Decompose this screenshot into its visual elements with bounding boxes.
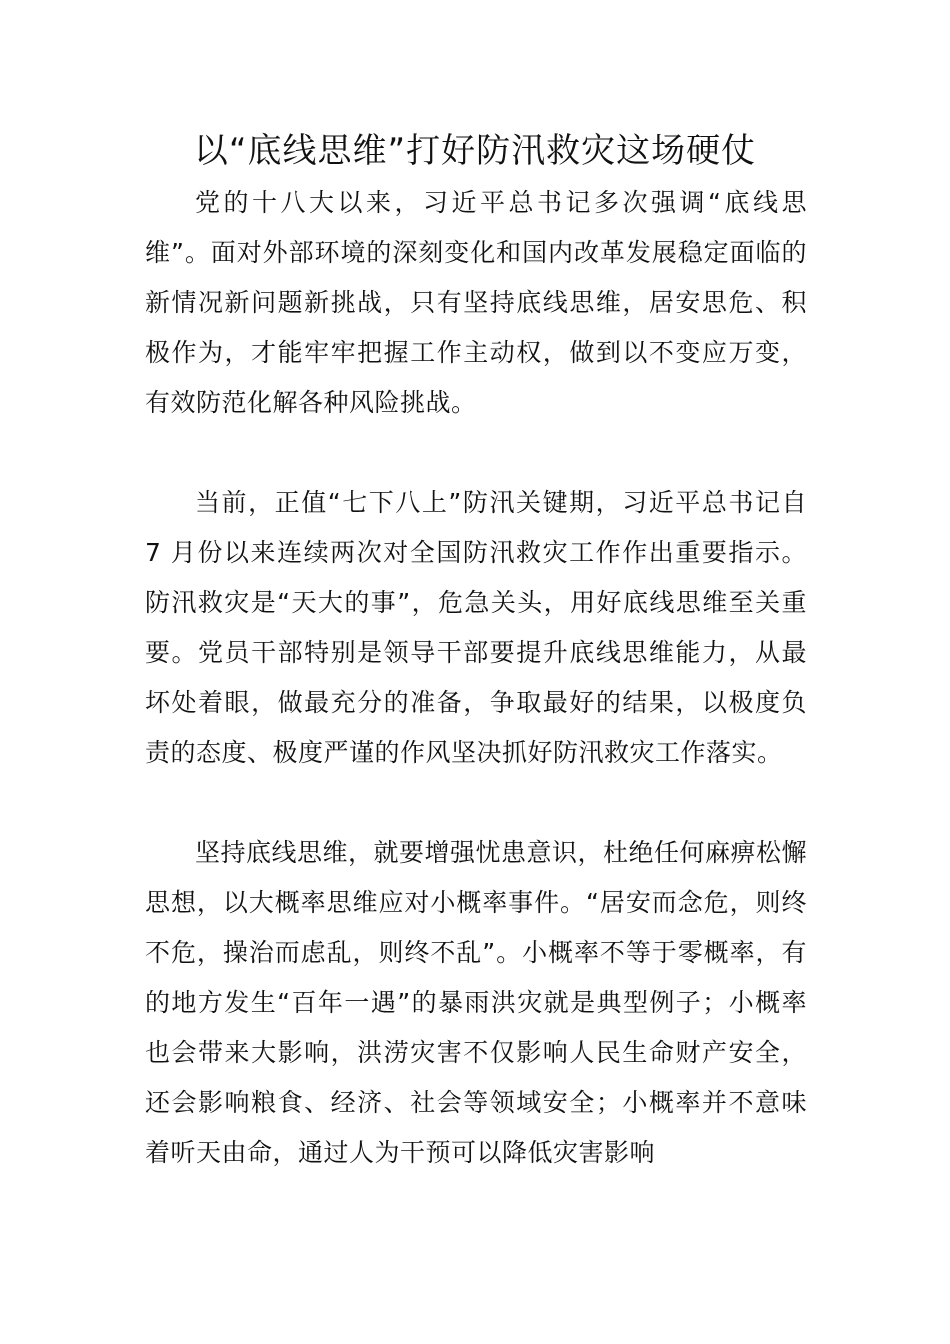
document-body: [145, 178, 807, 1178]
paragraph-1: 党的十八大以来，习近平总书记多次强调“底线思维”。面对外部环境的深刻变化和国内改革发展稳定面临的新情况新问题新挑战，只有坚持底线思维，居安思危、积极作为，才能牢牢把握工作主动权，做到以不变应万变，有效防范化解各种风险挑战。: [145, 188, 807, 417]
paragraph-3: 坚持底线思维，就要增强忧患意识，杜绝任何麻痹松懈思想，以大概率思维应对小概率事件。“居安而念危，则终不危，操治而虑乱，则终不乱”。小概率不等于零概率，有的地方发生“百年一遇”的暴雨洪灾就是典型例子；小概率也会带来大影响，洪涝灾害不仅影响人民生命财产安全，还会影响粮食、经济、社会等领域安全；小概率并不意味着听天由命，通过人为干预可以降低灾害影响: [145, 838, 808, 1167]
paragraph-2: 当前，正值“七下八上”防汛关键期，习近平总书记自 7 月份以来连续两次对全国防汛救灾工作作出重要指示。防汛救灾是“天大的事”，危急关头，用好底线思维至关重要。党员干部特别是领导干部要提升底线思维能力，从最坏处着眼，做最充分的准备，争取最好的结果，以极度负责的态度、极度严谨的作风坚决抓好防汛救灾工作落实。: [145, 488, 807, 767]
document-title: 以“底线思维”打好防汛救灾这场硬仗: [193, 131, 757, 171]
